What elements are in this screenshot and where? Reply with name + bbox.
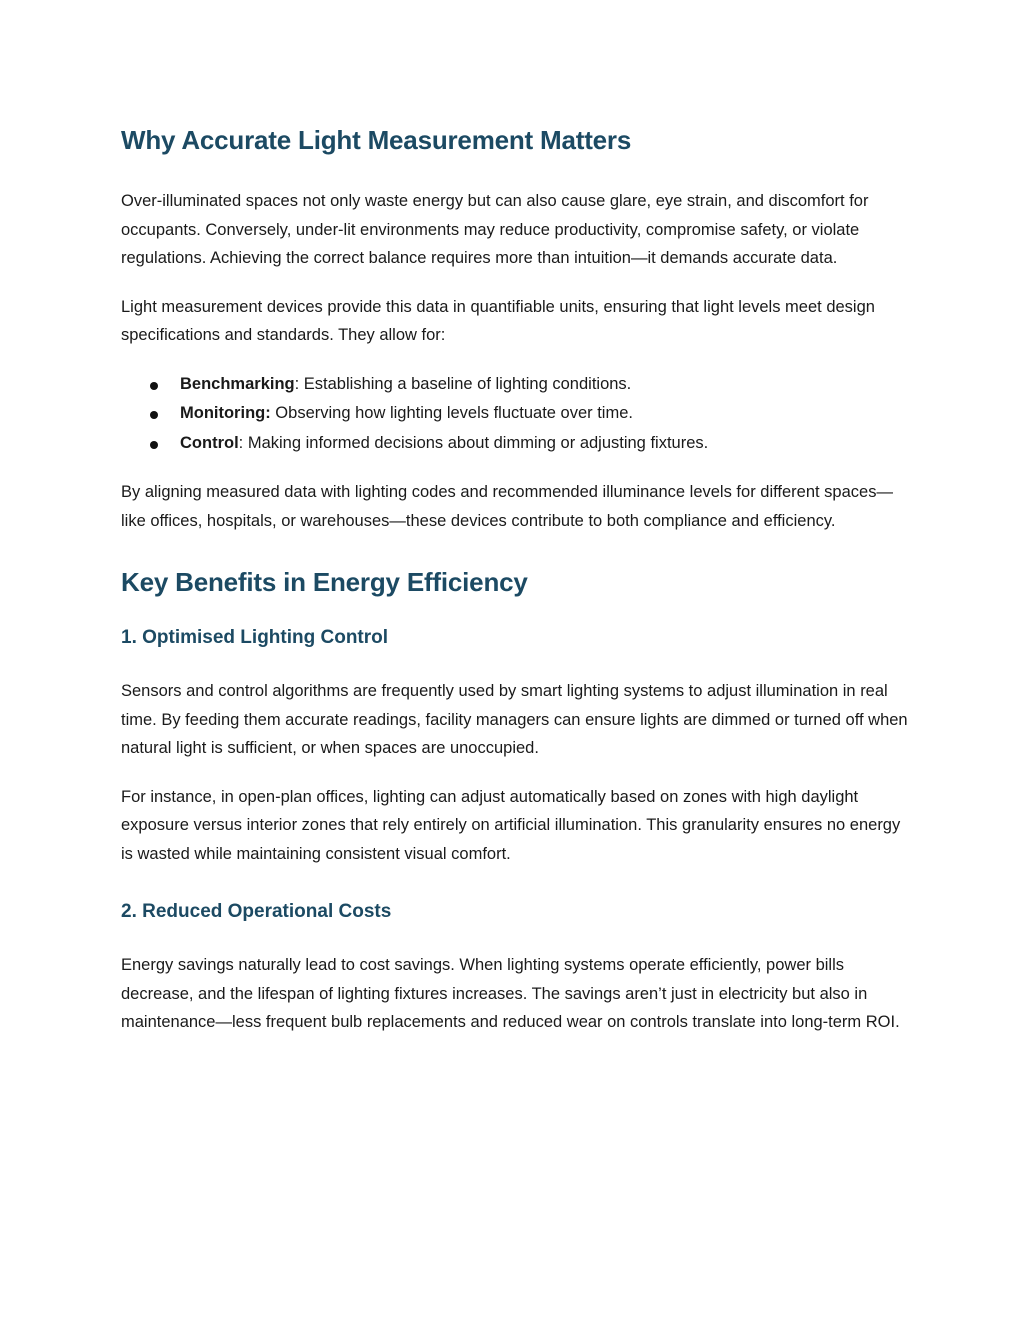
paragraph-over-illuminated: Over-illuminated spaces not only waste energy but can also cause glare, eye strain, and discomfort for occupants. Conversely, under-lit environments may reduce productivity, compromise safety, or violate regulations. Achieving the correct balance requires more than intuition—it demands accurate data. (121, 192, 869, 267)
list-item-text: : Establishing a baseline of lighting conditions. (294, 374, 632, 393)
bullet-icon (150, 441, 158, 449)
list-item (180, 370, 911, 400)
bullet-icon (150, 411, 158, 419)
list-item-text: : Making informed decisions about dimming or adjusting fixtures. (238, 433, 709, 452)
list-item-term: Monitoring: (180, 404, 271, 422)
subheading-optimised-lighting: 1. Optimised Lighting Control (121, 627, 389, 648)
list-item-term: Control (180, 433, 239, 452)
paragraph-aligning-measured-data: By aligning measured data with lighting codes and recommended illuminance levels for different spaces—like offices, hospitals, or warehouses—these devices contribute to both compliance and efficiency. (121, 483, 893, 530)
list-item (180, 429, 911, 459)
list-item-text: Observing how lighting levels fluctuate over time. (270, 404, 633, 422)
list-item (180, 399, 911, 429)
paragraph-energy-savings: Energy savings naturally lead to cost savings. When lighting systems operate efficiently, power bills decrease, and the lifespan of lighting fixtures increases. The savings aren’t just in electricity but also in maintenance—less frequent bulb replacements and reduced wear on controls translate into long-term ROI. (121, 956, 900, 1031)
benefits-list (121, 370, 911, 459)
list-item-term: Benchmarking (180, 374, 295, 393)
section-heading-why-accurate: Why Accurate Light Measurement Matters (121, 125, 632, 155)
section-heading-key-benefits: Key Benefits in Energy Efficiency (121, 567, 528, 597)
paragraph-light-measurement-devices: Light measurement devices provide this data in quantifiable units, ensuring that light levels meet design specifications and standards. They allow for: (121, 297, 875, 344)
paragraph-sensors-control: Sensors and control algorithms are frequently used by smart lighting systems to adjust illumination in real time. By feeding them accurate readings, facility managers can ensure lights are dimmed or turned off when natural light is sufficient, or when spaces are unoccupied. (121, 682, 908, 757)
bullet-icon (150, 382, 158, 390)
subheading-reduced-costs: 2. Reduced Operational Costs (121, 901, 392, 922)
document-page (121, 120, 911, 1037)
paragraph-open-plan-offices: For instance, in open-plan offices, lighting can adjust automatically based on zones with high daylight exposure versus interior zones that rely entirely on artificial illumination. This granularity ensures no energy is wasted while maintaining consistent visual comfort. (121, 787, 901, 863)
